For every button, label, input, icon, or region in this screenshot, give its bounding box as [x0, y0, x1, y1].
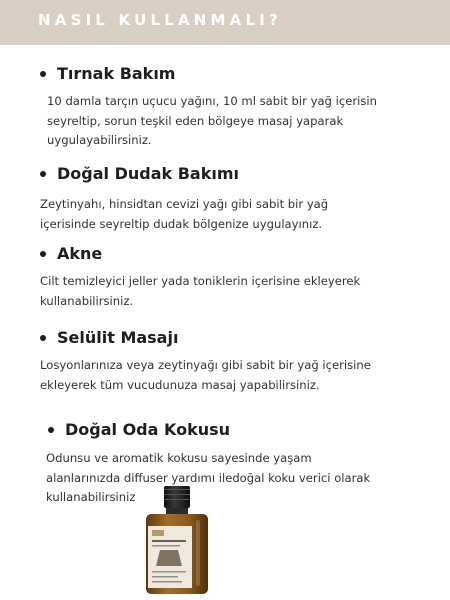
bullet-icon	[40, 251, 46, 257]
header-title: NASIL KULLANMALI?	[38, 11, 282, 29]
section-title-room-scent	[48, 420, 230, 439]
section-title-text: Tırnak Bakım	[57, 64, 176, 83]
text-line: 10 damla tarçın uçucu yağını, 10 ml sabit bir yağ içerisin	[47, 94, 377, 108]
section-title-nail-care	[40, 64, 175, 83]
text-line: Losyonlarınıza veya zeytinyağı gibi sabit bir yağ içerisine	[40, 358, 371, 372]
text-line: kullanabilirsiniz	[46, 490, 136, 504]
text-line: içerisinde seyreltip dudak bölgenize uygulayınız.	[40, 216, 323, 231]
text-line: kullanabilirsiniz.	[40, 293, 134, 308]
text-line: uygulayabilirsiniz.	[47, 133, 152, 147]
section-title-text: Doğal Oda Kokusu	[65, 420, 231, 439]
section-title-lip-care	[40, 164, 239, 183]
text-line: seyreltip, sorun teşkil eden bölgeye masaj yaparak	[47, 113, 344, 128]
section-text-acne	[40, 272, 360, 311]
section-title-text: Selülit Masajı	[57, 328, 179, 347]
section-text-lip-care	[40, 195, 328, 234]
section-title-acne	[40, 244, 102, 263]
text-line: Odunsu ve aromatik kokusu sayesinde yaşam	[46, 451, 312, 465]
text-line: ekleyerek tüm vucudunuza masaj yapabilirsiniz.	[40, 377, 320, 392]
text-line: alanlarınızda diffuser yardımı iledoğal koku verici olarak	[46, 470, 371, 485]
section-title-cellulite	[40, 328, 178, 347]
section-text-cellulite	[40, 356, 371, 395]
bullet-icon	[40, 71, 46, 77]
text-line: Zeytinyahı, hinsidtan cevizi yağı gibi sabit bir yağ	[40, 197, 329, 211]
section-title-text: Doğal Dudak Bakımı	[57, 164, 239, 183]
section-text-nail-care	[47, 92, 377, 151]
bullet-icon	[40, 335, 46, 341]
bullet-icon	[48, 427, 54, 433]
header-banner	[0, 0, 450, 45]
text-line: Cilt temizleyici jeller yada toniklerin içerisine ekleyerek	[40, 274, 361, 288]
section-title-text: Akne	[57, 244, 103, 263]
bullet-icon	[40, 171, 46, 177]
oil-bottle-icon	[134, 484, 216, 596]
